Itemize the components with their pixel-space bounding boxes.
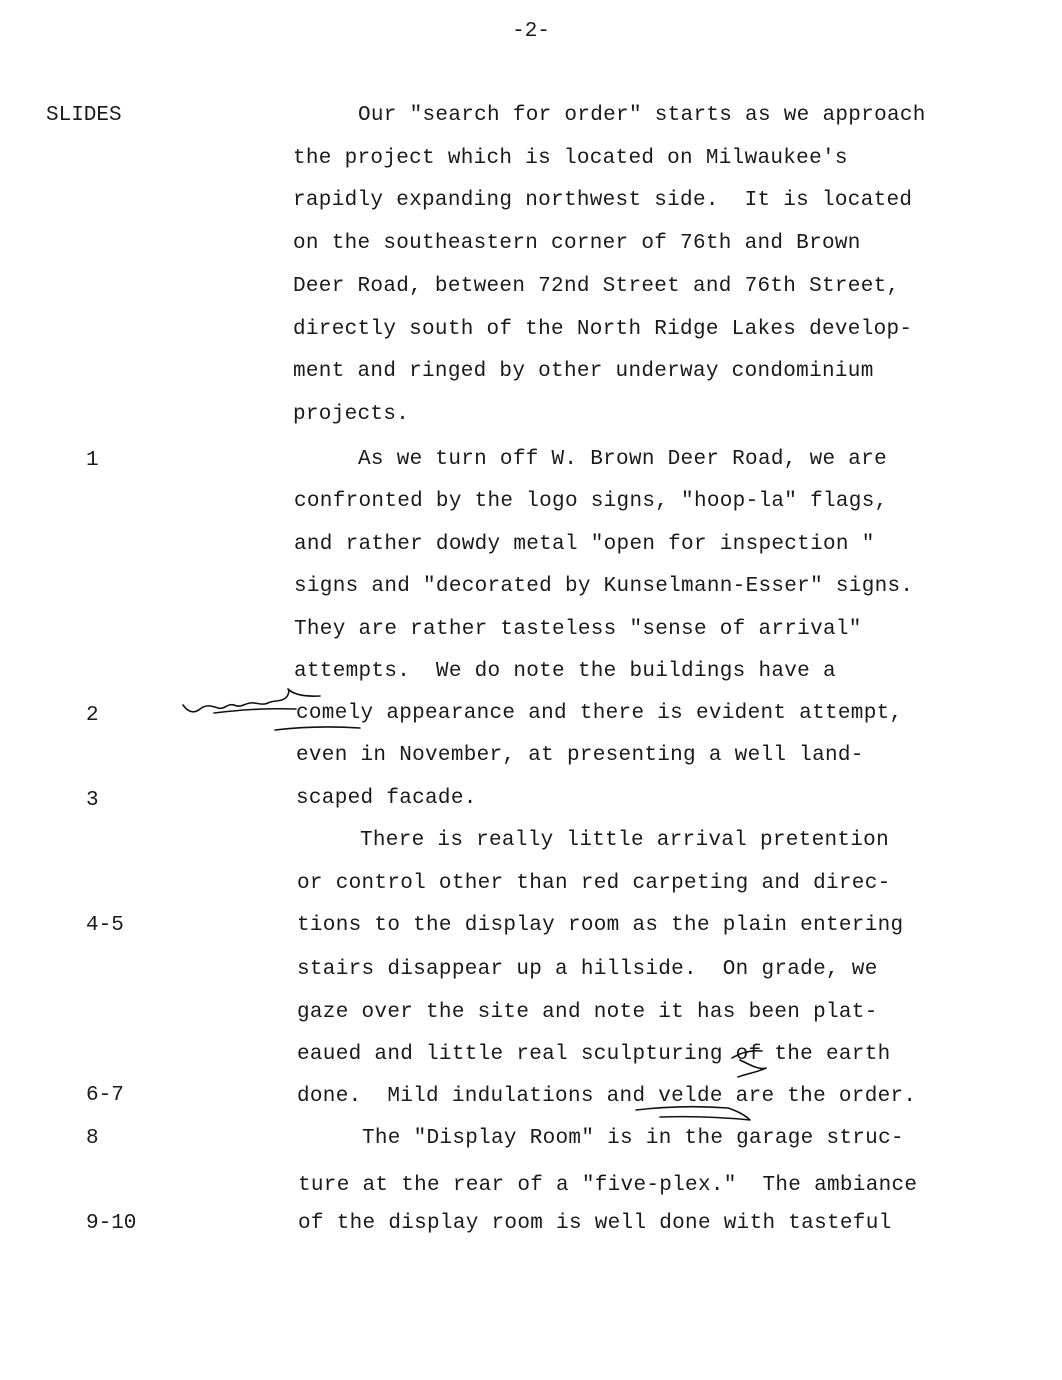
handwritten-strike — [214, 709, 296, 713]
body-line: scaped facade. — [296, 787, 477, 810]
body-line: Deer Road, between 72nd Street and 76th Street, — [293, 275, 900, 298]
body-line: rapidly expanding northwest side. It is located — [293, 189, 913, 212]
body-line: stairs disappear up a hillside. On grade, we — [297, 958, 878, 981]
body-line: attempts. We do note the buildings have a — [294, 660, 836, 683]
handwritten-underline — [275, 727, 360, 730]
body-line: on the southeastern corner of 76th and Brown — [293, 232, 861, 255]
handwritten-underline — [636, 1107, 750, 1120]
body-line: ment and ringed by other underway condominium — [293, 360, 874, 383]
body-line: There is really little arrival pretention — [360, 829, 889, 852]
body-line: eaued and little real sculpturing of the earth — [297, 1043, 891, 1066]
slide-number: 4-5 — [86, 914, 124, 937]
body-line: The "Display Room" is in the garage struc- — [362, 1127, 904, 1150]
body-line: projects. — [293, 403, 410, 426]
body-line: directly south of the North Ridge Lakes develop- — [293, 318, 913, 341]
slide-number: 9-10 — [86, 1212, 137, 1235]
body-line: or control other than red carpeting and direc- — [297, 872, 891, 895]
body-line: confronted by the logo signs, "hoop-la" flags, — [294, 490, 888, 513]
slide-number: 3 — [86, 789, 99, 812]
body-line: Our "search for order" starts as we approach — [358, 104, 926, 127]
body-line: even in November, at presenting a well land- — [296, 744, 864, 767]
slide-number: 6-7 — [86, 1084, 124, 1107]
body-line: gaze over the site and note it has been plat- — [297, 1001, 878, 1024]
body-line: They are rather tasteless "sense of arrival" — [294, 618, 862, 641]
body-line: signs and "decorated by Kunselmann-Esser" signs. — [294, 575, 914, 598]
margin-heading-slides: SLIDES — [46, 104, 122, 127]
body-line: of the display room is well done with tasteful — [298, 1212, 892, 1235]
slide-number: 1 — [86, 449, 99, 472]
slide-number: 2 — [86, 704, 99, 727]
body-line: and rather dowdy metal "open for inspection " — [294, 533, 875, 556]
slide-number: 8 — [86, 1127, 99, 1150]
body-line: As we turn off W. Brown Deer Road, we are — [358, 448, 887, 471]
body-line: the project which is located on Milwaukee's — [293, 147, 848, 170]
body-line: comely appearance and there is evident attempt, — [296, 702, 903, 725]
body-line: tions to the display room as the plain entering — [297, 914, 904, 937]
body-line: ture at the rear of a "five-plex." The ambiance — [298, 1174, 918, 1197]
body-line: done. Mild indulations and velde are the order. — [297, 1085, 917, 1108]
page-number: -2- — [512, 20, 550, 43]
